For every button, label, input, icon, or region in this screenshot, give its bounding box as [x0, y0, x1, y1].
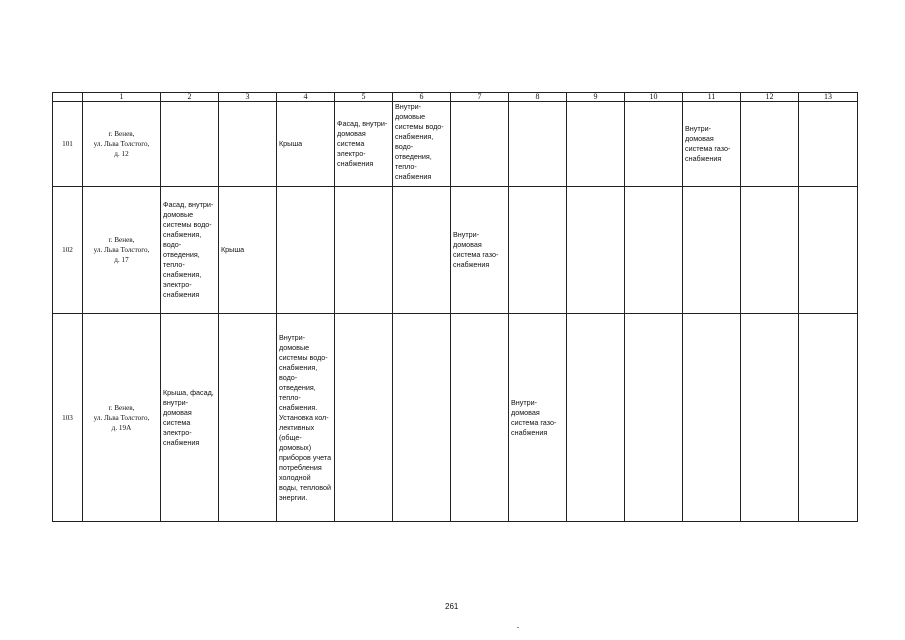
table-row	[53, 102, 858, 187]
cell-col13	[799, 187, 858, 314]
header-cell-4: 4	[277, 93, 335, 102]
cell-col7: Внутри- домовая система газо- снабжения	[451, 187, 509, 314]
cell-col2: Фасад, внутри- домовые системы водо- снабжения, водо- отведения, тепло- снабжения, электро- снабжения	[161, 187, 219, 314]
capital-repair-table	[52, 92, 858, 522]
cell-col5	[335, 187, 393, 314]
header-cell-11: 11	[683, 93, 741, 102]
cell-col9	[567, 314, 625, 522]
scan-speck	[517, 627, 519, 628]
cell-col9	[567, 102, 625, 187]
address-house: д. 12	[114, 150, 129, 158]
cell-col11	[683, 187, 741, 314]
cell-col4: Внутри- домовые системы водо- снабжения, водо- отведения, тепло- снабжения. Установка кол- лективных (обще- домовых) приборов учета потребления холодной воды, тепловой энергии.	[277, 314, 335, 522]
address-street: ул. Льва Толстого,	[93, 246, 150, 254]
cell-col11: Внутри- домовая система газо- снабжения	[683, 102, 741, 187]
address-city: г. Венев,	[108, 403, 135, 412]
cell-col6: Внутри- домовые системы водо- снабжения, водо- отведения, тепло- снабжения	[393, 102, 451, 187]
header-cell-2: 2	[161, 93, 219, 102]
header-cell-9: 9	[567, 93, 625, 102]
cell-col3: Крыша	[219, 187, 277, 314]
header-cell-8: 8	[509, 93, 567, 102]
cell-col9	[567, 187, 625, 314]
cell-col8	[509, 187, 567, 314]
address-street: ул. Льва Толстого,	[93, 413, 150, 422]
cell-col8	[509, 102, 567, 187]
address-street: ул. Льва Толстого,	[93, 140, 150, 148]
cell-col2: Крыша, фасад, внутри- домовая система электро- снабжения	[161, 314, 219, 522]
cell-col6	[393, 187, 451, 314]
address-house: д. 19А	[111, 423, 132, 432]
cell-col13	[799, 102, 858, 187]
cell-col5	[335, 314, 393, 522]
cell-col7	[451, 314, 509, 522]
cell-col3	[219, 102, 277, 187]
cell-col12	[741, 314, 799, 522]
header-cell-12: 12	[741, 93, 799, 102]
address-cell	[83, 314, 161, 522]
table-row	[53, 314, 858, 522]
cell-col10	[625, 187, 683, 314]
address-house: д. 17	[114, 256, 129, 264]
address-cell	[83, 102, 161, 187]
cell-col2	[161, 102, 219, 187]
header-cell-3: 3	[219, 93, 277, 102]
cell-col7	[451, 102, 509, 187]
cell-col4: Крыша	[277, 102, 335, 187]
cell-col11	[683, 314, 741, 522]
header-cell-10: 10	[625, 93, 683, 102]
address-city: г. Венев,	[108, 236, 135, 244]
cell-col10	[625, 102, 683, 187]
row-number: 103	[53, 314, 83, 522]
page-number: 261	[445, 602, 459, 611]
cell-col8: Внутри- домовая система газо- снабжения	[509, 314, 567, 522]
cell-col3	[219, 314, 277, 522]
cell-col12	[741, 102, 799, 187]
cell-col10	[625, 314, 683, 522]
row-number: 102	[53, 187, 83, 314]
cell-col6	[393, 314, 451, 522]
address-city: г. Венев,	[108, 130, 135, 138]
cell-col5: Фасад, внутри- домовая система электро- снабжения	[335, 102, 393, 187]
header-cell-1: 1	[83, 93, 161, 102]
header-cell-5: 5	[335, 93, 393, 102]
address-cell	[83, 187, 161, 314]
header-cell-13: 13	[799, 93, 858, 102]
cell-col13	[799, 314, 858, 522]
cell-col12	[741, 187, 799, 314]
row-number: 101	[53, 102, 83, 187]
cell-col4	[277, 187, 335, 314]
table-row	[53, 187, 858, 314]
header-cell-blank	[53, 93, 83, 102]
header-cell-6: 6	[393, 93, 451, 102]
header-cell-7: 7	[451, 93, 509, 102]
header-row	[53, 93, 858, 102]
